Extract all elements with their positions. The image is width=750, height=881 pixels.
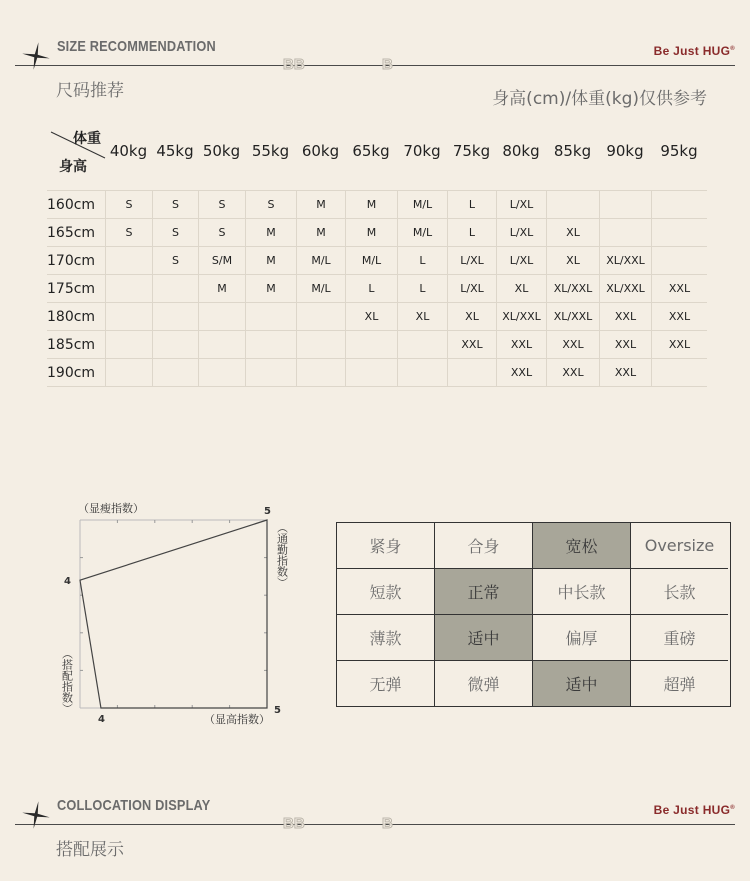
size-cell: XL bbox=[546, 219, 599, 247]
size-cell: M/L bbox=[345, 247, 397, 275]
size-cell bbox=[198, 331, 245, 359]
table-corner bbox=[47, 124, 105, 174]
height-cell: 175cm bbox=[47, 281, 96, 297]
size-cell bbox=[105, 359, 152, 387]
size-cell bbox=[152, 303, 198, 331]
weight-column-header: 70kg bbox=[403, 142, 441, 160]
size-cell: M bbox=[245, 219, 296, 247]
watermark-logo: B bbox=[382, 815, 393, 832]
height-axis-label: 身高 bbox=[59, 159, 87, 175]
table-header bbox=[47, 124, 707, 190]
weight-column-header: 90kg bbox=[606, 142, 644, 160]
size-cell bbox=[105, 275, 152, 303]
weight-column-header: 80kg bbox=[502, 142, 540, 160]
brand-logo bbox=[654, 44, 735, 58]
size-cell: L/XL bbox=[447, 247, 496, 275]
size-cell: S/M bbox=[198, 247, 245, 275]
size-cell: M/L bbox=[296, 247, 345, 275]
size-cell: XXL bbox=[599, 303, 651, 331]
weight-column-header: 55kg bbox=[251, 142, 290, 160]
bottom-value-label: 4 bbox=[97, 714, 105, 725]
weight-column-header: 60kg bbox=[301, 142, 340, 160]
size-cell: XL/XXL bbox=[599, 247, 651, 275]
size-cell: L/XL bbox=[496, 247, 546, 275]
size-cell: XXL bbox=[651, 303, 707, 331]
height-cell: 180cm bbox=[47, 309, 96, 325]
size-cell bbox=[651, 191, 707, 219]
size-cell: M bbox=[296, 219, 345, 247]
fit-option-cell: Oversize bbox=[631, 523, 728, 569]
size-cell bbox=[345, 359, 397, 387]
size-cell: S bbox=[152, 219, 198, 247]
header-rule bbox=[15, 824, 735, 825]
brand-name: Be Just HUG bbox=[653, 803, 731, 817]
size-cell: M bbox=[245, 247, 296, 275]
height-cell: 160cm bbox=[47, 197, 96, 213]
size-cell: M bbox=[296, 191, 345, 219]
collocation-display-header bbox=[0, 790, 750, 881]
top-axis-label: （显瘦指数） bbox=[78, 502, 144, 515]
fit-option-cell: 长款 bbox=[631, 569, 728, 615]
left-value-label: 4 bbox=[64, 576, 71, 588]
size-cell: XL bbox=[546, 247, 599, 275]
size-cell: XXL bbox=[546, 359, 599, 387]
weight-column-header: 75kg bbox=[452, 142, 491, 160]
fit-option-cell: 适中 bbox=[533, 661, 631, 706]
size-cell: XL/XXL bbox=[546, 303, 599, 331]
size-cell: S bbox=[245, 191, 296, 219]
registered-mark: ® bbox=[730, 46, 735, 52]
table-row bbox=[47, 191, 707, 219]
table-body bbox=[47, 190, 707, 387]
size-cell: XL bbox=[447, 303, 496, 331]
right-axis-label: （通勤指数） bbox=[275, 522, 289, 588]
table-row bbox=[47, 219, 707, 247]
size-cell: XL bbox=[397, 303, 447, 331]
size-cell bbox=[651, 247, 707, 275]
size-cell: S bbox=[152, 191, 198, 219]
left-axis-label: （搭配指数） bbox=[60, 648, 74, 714]
section-title-en: SIZE RECOMMENDATION bbox=[57, 38, 216, 55]
fit-option-cell: 合身 bbox=[435, 523, 533, 569]
size-cell: XL/XXL bbox=[599, 275, 651, 303]
brand-logo bbox=[654, 803, 735, 817]
size-cell: M/L bbox=[296, 275, 345, 303]
watermark-logo: B bbox=[382, 56, 393, 73]
fit-option-cell: 短款 bbox=[337, 569, 435, 615]
table-row bbox=[47, 303, 707, 331]
size-cell: L/XL bbox=[496, 219, 546, 247]
size-cell bbox=[599, 219, 651, 247]
fit-option-cell: 适中 bbox=[435, 615, 533, 661]
size-cell bbox=[296, 303, 345, 331]
table-row bbox=[47, 247, 707, 275]
size-cell: M/L bbox=[397, 219, 447, 247]
sparkle-icon bbox=[22, 801, 50, 829]
size-cell bbox=[105, 247, 152, 275]
size-cell bbox=[397, 359, 447, 387]
weight-column-header: 50kg bbox=[202, 142, 241, 160]
size-cell: M bbox=[245, 275, 296, 303]
size-cell bbox=[198, 359, 245, 387]
size-cell bbox=[447, 359, 496, 387]
weight-column-header: 45kg bbox=[156, 142, 194, 160]
size-cell: XXL bbox=[447, 331, 496, 359]
fit-option-cell: 偏厚 bbox=[533, 615, 631, 661]
size-cell bbox=[397, 331, 447, 359]
size-cell: XXL bbox=[651, 331, 707, 359]
size-cell: XL/XXL bbox=[546, 275, 599, 303]
right-value-label: 5 bbox=[274, 705, 281, 716]
watermark-logo: BB bbox=[283, 815, 305, 832]
size-cell: XXL bbox=[496, 359, 546, 387]
size-cell: XXL bbox=[599, 359, 651, 387]
size-cell bbox=[296, 359, 345, 387]
height-cell: 185cm bbox=[47, 337, 96, 353]
size-cell: L/XL bbox=[447, 275, 496, 303]
size-cell: L bbox=[447, 219, 496, 247]
size-cell: XXL bbox=[651, 275, 707, 303]
fit-option-cell: 紧身 bbox=[337, 523, 435, 569]
size-cell bbox=[245, 303, 296, 331]
table-row bbox=[47, 359, 707, 387]
size-cell: S bbox=[105, 219, 152, 247]
size-cell: M bbox=[345, 219, 397, 247]
radar-shape bbox=[80, 520, 267, 708]
size-cell bbox=[599, 191, 651, 219]
size-cell bbox=[345, 331, 397, 359]
fit-option-cell: 薄款 bbox=[337, 615, 435, 661]
size-cell: L bbox=[397, 247, 447, 275]
fit-option-cell: 超弹 bbox=[663, 675, 696, 694]
fit-option-cell: 正常 bbox=[435, 569, 533, 615]
size-cell bbox=[296, 331, 345, 359]
section-title-en: COLLOCATION DISPLAY bbox=[57, 797, 211, 814]
weight-column-header: 95kg bbox=[660, 142, 698, 160]
size-cell bbox=[651, 219, 707, 247]
size-cell bbox=[245, 331, 296, 359]
size-cell: S bbox=[152, 247, 198, 275]
size-cell bbox=[651, 359, 707, 387]
index-radar-chart bbox=[52, 500, 292, 730]
size-cell: L bbox=[397, 275, 447, 303]
fit-option-cell: 微弹 bbox=[435, 661, 533, 706]
size-cell bbox=[105, 303, 152, 331]
size-cell bbox=[546, 191, 599, 219]
registered-mark: ® bbox=[730, 805, 735, 811]
size-cell: S bbox=[105, 191, 152, 219]
size-cell: XXL bbox=[496, 331, 546, 359]
watermark-logo: BB bbox=[283, 56, 305, 73]
size-cell: L/XL bbox=[496, 191, 546, 219]
weight-axis-label: 体重 bbox=[73, 131, 101, 147]
size-cell: S bbox=[198, 191, 245, 219]
section-title-zh: 搭配展示 bbox=[56, 840, 124, 860]
size-cell bbox=[152, 359, 198, 387]
section-title-zh: 尺码推荐 bbox=[56, 81, 124, 101]
size-cell: XL bbox=[496, 275, 546, 303]
brand-name: Be Just HUG bbox=[653, 44, 731, 58]
size-cell: L bbox=[447, 191, 496, 219]
size-table bbox=[47, 124, 707, 387]
sparkle-icon bbox=[22, 42, 50, 70]
table-row bbox=[47, 275, 707, 303]
size-cell: L bbox=[345, 275, 397, 303]
weight-column-header: 65kg bbox=[352, 142, 390, 160]
size-cell: XL bbox=[345, 303, 397, 331]
fit-option-cell: 重磅 bbox=[631, 615, 728, 661]
size-cell: M bbox=[198, 275, 245, 303]
weight-column-header: 85kg bbox=[553, 142, 592, 160]
size-cell: XXL bbox=[546, 331, 599, 359]
height-cell: 165cm bbox=[47, 225, 96, 241]
fit-option-cell: 无弹 bbox=[337, 661, 435, 706]
size-cell bbox=[105, 331, 152, 359]
table-row bbox=[47, 331, 707, 359]
header-rule bbox=[15, 65, 735, 66]
size-cell bbox=[152, 331, 198, 359]
bottom-axis-label: （显高指数） bbox=[204, 713, 270, 726]
height-cell: 190cm bbox=[47, 365, 96, 381]
top-value-label: 5 bbox=[264, 506, 271, 517]
size-cell: S bbox=[198, 219, 245, 247]
fit-attribute-grid bbox=[336, 522, 731, 707]
size-cell bbox=[245, 359, 296, 387]
reference-note: 身高(cm)/体重(kg)仅供参考 bbox=[492, 89, 707, 109]
size-cell: M bbox=[345, 191, 397, 219]
size-cell bbox=[198, 303, 245, 331]
weight-column-header: 40kg bbox=[109, 142, 148, 160]
size-cell bbox=[152, 275, 198, 303]
fit-option-cell: 中长款 bbox=[533, 569, 631, 615]
fit-option-cell: 宽松 bbox=[533, 523, 631, 569]
size-cell: XL/XXL bbox=[496, 303, 546, 331]
size-cell: XXL bbox=[599, 331, 651, 359]
size-cell: M/L bbox=[397, 191, 447, 219]
height-cell: 170cm bbox=[47, 253, 96, 269]
